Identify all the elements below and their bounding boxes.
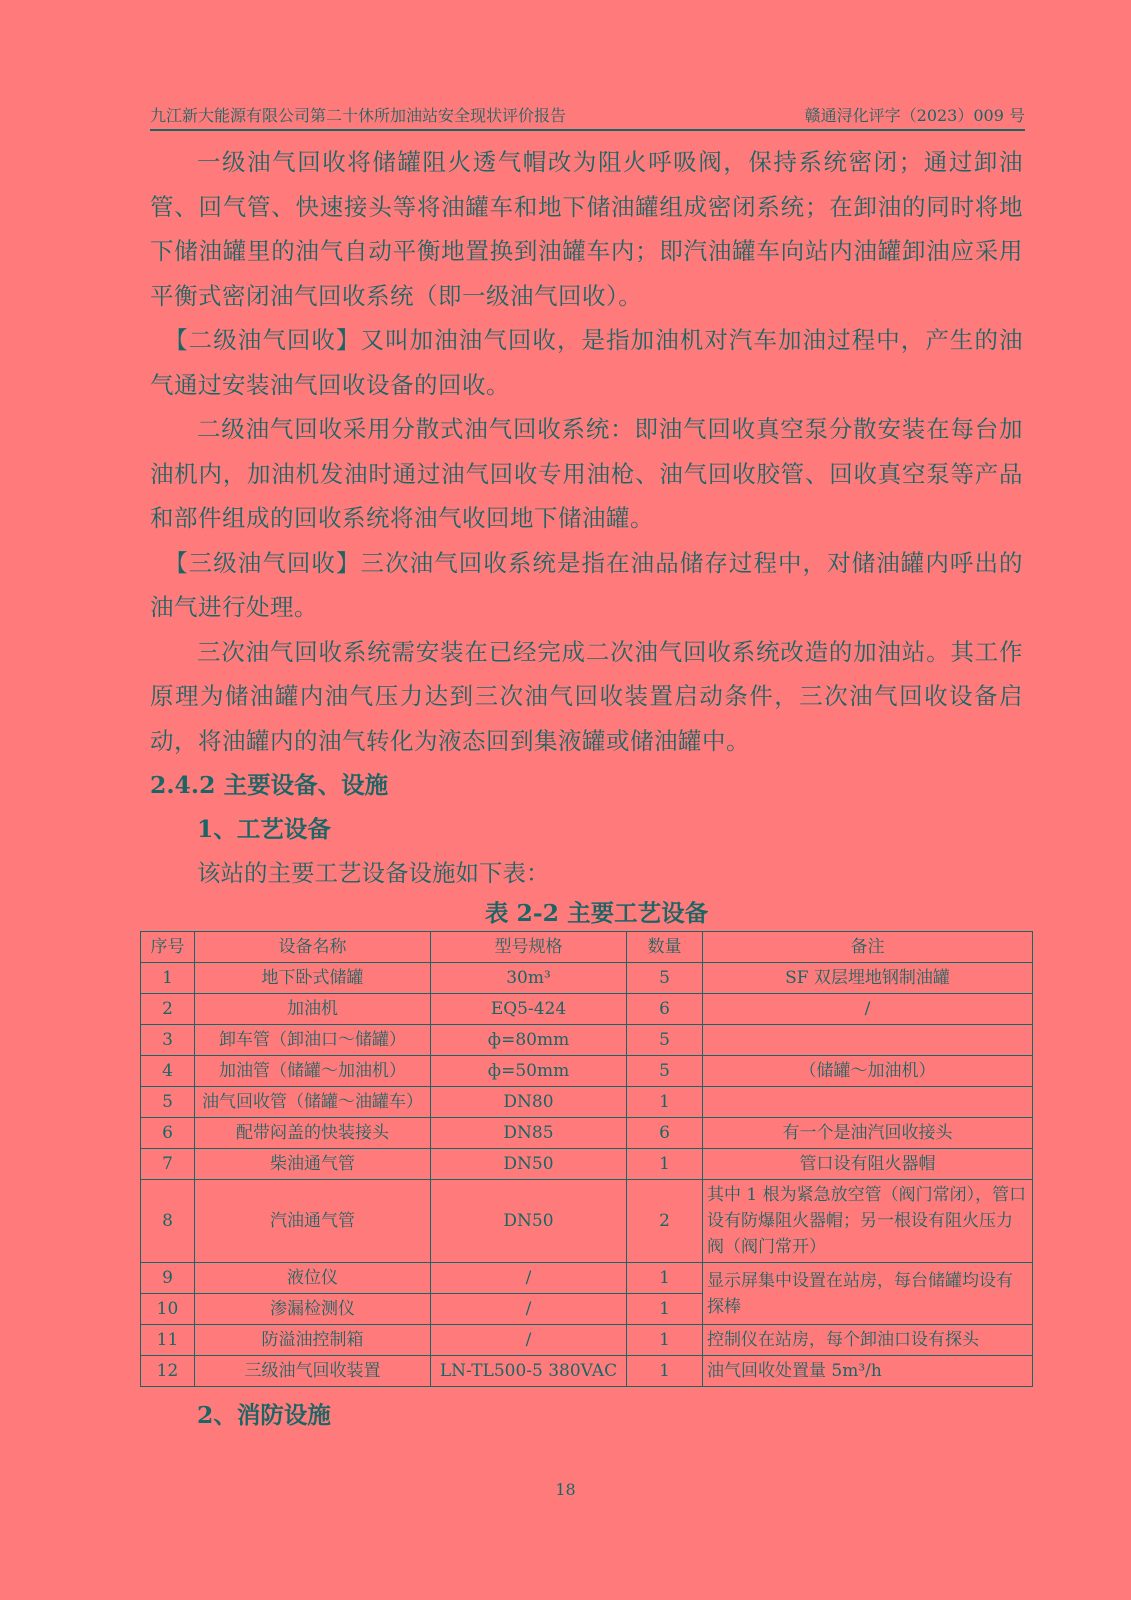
cell-name: 汽油通气管 (195, 1180, 431, 1263)
cell-qty: 1 (627, 1294, 703, 1325)
table-header-row (141, 932, 1033, 963)
cell-spec: / (431, 1263, 627, 1294)
paragraph-stage1: 一级油气回收将储罐阻火透气帽改为阻火呼吸阀，保持系统密闭；通过卸油管、回气管、快速接头等将油罐车和地下储油罐组成密闭系统；在卸油的同时将地下储油罐里的油气自动平衡地置换到油罐车内；即汽油罐车向站内油罐卸油应采用平衡式密闭油气回收系统（即一级油气回收）。 (150, 148, 1023, 310)
section-title: 2.4.2 主要设备、设施 (150, 771, 389, 799)
cell-note: 其中 1 根为紧急放空管（阀门常闭），管口设有防爆阻火器帽；另一根设有阻火压力阀（阀门常开） (703, 1180, 1033, 1263)
header-cell: 型号规格 (431, 932, 627, 963)
cell-spec: / (431, 1325, 627, 1356)
table-row (141, 1263, 1033, 1294)
cell-name: 三级油气回收装置 (195, 1356, 431, 1387)
table-row (141, 1325, 1033, 1356)
cell-name: 液位仪 (195, 1263, 431, 1294)
header-report-number: 赣通浔化评字（2023）009 号 (804, 106, 1025, 125)
paragraph-stage3-system: 三次油气回收系统需安装在已经完成二次油气回收系统改造的加油站。其工作原理为储油罐内油气压力达到三次油气回收装置启动条件，三次油气回收设备启动，将油罐内的油气转化为液态回到集液罐或储油罐中。 (150, 637, 1023, 755)
equipment-table (140, 931, 1033, 1387)
cell-name: 防溢油控制箱 (195, 1325, 431, 1356)
cell-qty: 1 (627, 1149, 703, 1180)
cell-spec: DN50 (431, 1180, 627, 1263)
table-row (141, 1025, 1033, 1056)
cell-index: 10 (141, 1294, 195, 1325)
cell-spec: ф=50mm (431, 1056, 627, 1087)
cell-index: 6 (141, 1118, 195, 1149)
cell-note: 油气回收处置量 5m³/h (703, 1356, 1033, 1387)
cell-spec: EQ5-424 (431, 994, 627, 1025)
cell-index: 11 (141, 1325, 195, 1356)
subsection-fire-facilities: 2、消防设施 (197, 1401, 331, 1429)
table-row (141, 963, 1033, 994)
table-title: 表 2-2 主要工艺设备 (484, 899, 709, 927)
cell-index: 2 (141, 994, 195, 1025)
table-row (141, 1180, 1033, 1263)
paragraph-stage2-system: 二级油气回收采用分散式油气回收系统：即油气回收真空泵分散安装在每台加油机内，加油机发油时通过油气回收专用油枪、油气回收胶管、回收真空泵等产品和部件组成的回收系统将油气收回地下储油罐。 (150, 415, 1023, 532)
cell-note: 有一个是油汽回收接头 (703, 1118, 1033, 1149)
cell-qty: 1 (627, 1087, 703, 1118)
cell-qty: 2 (627, 1180, 703, 1263)
cell-note: 控制仪在站房，每个卸油口设有探头 (703, 1325, 1033, 1356)
cell-index: 5 (141, 1087, 195, 1118)
paragraph-stage2-def: 【二级油气回收】又叫加油油气回收，是指加油机对汽车加油过程中，产生的油气通过安装油气回收设备的回收。 (150, 326, 1023, 399)
cell-spec: DN80 (431, 1087, 627, 1118)
table-row (141, 1356, 1033, 1387)
cell-spec: DN50 (431, 1149, 627, 1180)
cell-note: 管口设有阻火器帽 (703, 1149, 1033, 1180)
cell-index: 4 (141, 1056, 195, 1087)
cell-index: 12 (141, 1356, 195, 1387)
cell-qty: 5 (627, 963, 703, 994)
cell-qty: 5 (627, 1025, 703, 1056)
table-row (141, 1118, 1033, 1149)
cell-name: 渗漏检测仪 (195, 1294, 431, 1325)
cell-index: 9 (141, 1263, 195, 1294)
cell-qty: 1 (627, 1263, 703, 1294)
cell-note (703, 1087, 1033, 1118)
cell-spec: ф=80mm (431, 1025, 627, 1056)
subsection-process-equipment: 1、工艺设备 (197, 815, 331, 843)
cell-qty: 6 (627, 994, 703, 1025)
cell-qty: 1 (627, 1356, 703, 1387)
cell-qty: 1 (627, 1325, 703, 1356)
table-row (141, 1056, 1033, 1087)
cell-name: 加油管（储罐～加油机） (195, 1056, 431, 1087)
cell-note: / (703, 994, 1033, 1025)
header-cell: 设备名称 (195, 932, 431, 963)
cell-qty: 6 (627, 1118, 703, 1149)
table-intro: 该站的主要工艺设备设施如下表： (197, 859, 550, 887)
cell-note: SF 双层埋地钢制油罐 (703, 963, 1033, 994)
table-row (141, 994, 1033, 1025)
cell-note (703, 1025, 1033, 1056)
cell-note: 显示屏集中设置在站房，每台储罐均设有探棒 (703, 1263, 1033, 1325)
cell-name: 配带闷盖的快装接头 (195, 1118, 431, 1149)
cell-index: 8 (141, 1180, 195, 1263)
header-report-title: 九江新大能源有限公司第二十休所加油站安全现状评价报告 (150, 106, 567, 125)
cell-index: 1 (141, 963, 195, 994)
cell-spec: 30m³ (431, 963, 627, 994)
cell-name: 地下卧式储罐 (195, 963, 431, 994)
cell-qty: 5 (627, 1056, 703, 1087)
page-body (150, 140, 1027, 1437)
cell-spec: LN-TL500-5 380VAC (431, 1356, 627, 1387)
cell-name: 柴油通气管 (195, 1149, 431, 1180)
cell-name: 油气回收管（储罐～油罐车） (195, 1087, 431, 1118)
table-row (141, 1149, 1033, 1180)
header-cell: 数量 (627, 932, 703, 963)
cell-spec: / (431, 1294, 627, 1325)
header-cell: 备注 (703, 932, 1033, 963)
paragraph-stage3-def: 【三级油气回收】三次油气回收系统是指在油品储存过程中，对储油罐内呼出的油气进行处理。 (150, 548, 1023, 621)
header-cell: 序号 (141, 932, 195, 963)
cell-note: （储罐～加油机） (703, 1056, 1033, 1087)
cell-index: 7 (141, 1149, 195, 1180)
cell-name: 卸车管（卸油口～储罐） (195, 1025, 431, 1056)
page-header (150, 98, 1025, 131)
cell-spec: DN85 (431, 1118, 627, 1149)
table-row (141, 1087, 1033, 1118)
page-number: 18 (555, 1480, 576, 1499)
cell-index: 3 (141, 1025, 195, 1056)
cell-name: 加油机 (195, 994, 431, 1025)
